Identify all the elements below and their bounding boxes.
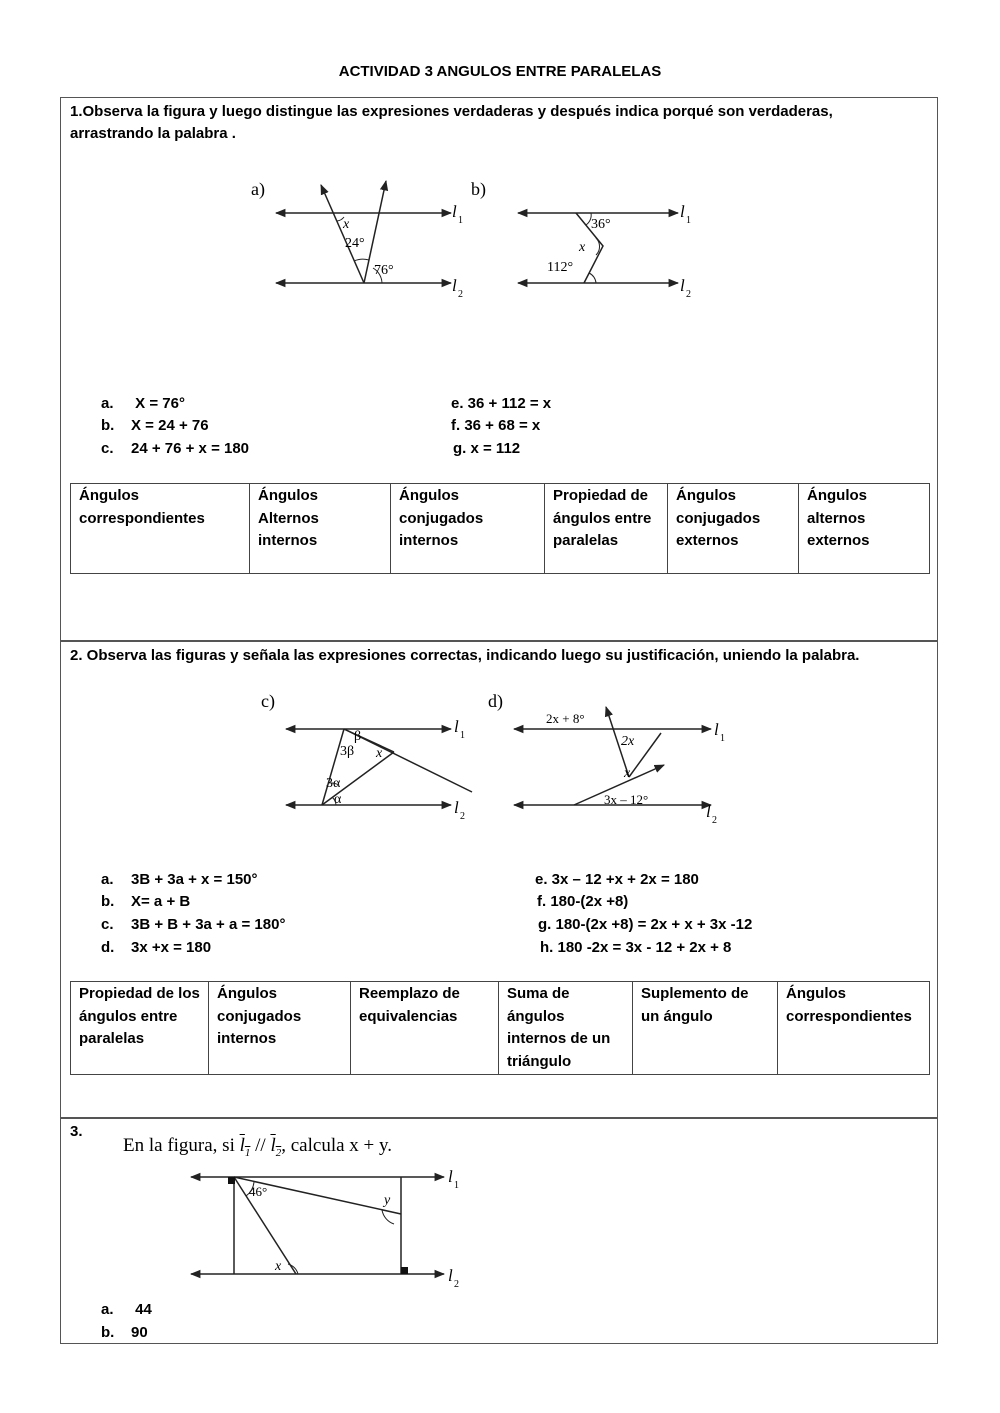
q1-option-g[interactable]: g. x = 112 [453,440,521,457]
angle-x-a: x [343,217,350,232]
figure-a-label: a) [251,179,265,199]
angle-beta-c: β [354,729,362,744]
q2-word-4[interactable]: Suma de ángulos internos de un triángulo [499,982,633,1075]
angle-y-3: y [384,1193,391,1208]
q1-word-4[interactable]: Propiedad de ángulos entre paralelas [545,484,668,574]
q2-option-h[interactable]: h. 180 -2x = 3x - 12 + 2x + 8 [540,939,732,956]
q2-option-e[interactable]: e. 3x – 12 +x + 2x = 180 [535,871,699,888]
label-l2-3: l [448,1266,453,1285]
question-3-number: 3. [70,1123,83,1140]
q2-word-2[interactable]: Ángulos conjugados internos [209,982,351,1075]
angle-2x8-d: 2x + 8° [546,711,585,726]
q2-word-3[interactable]: Reemplazo de equivalencias [351,982,499,1075]
angle-112-b: 112° [547,260,574,275]
q1-option-b[interactable]: b. X = 24 + 76 [101,417,209,434]
q2-word-5[interactable]: Suplemento de un ángulo [633,982,778,1075]
angle-x-d: x [624,766,631,781]
q2-option-g[interactable]: g. 180-(2x +8) = 2x + x + 3x -12 [538,916,753,933]
angle-x-b: x [579,240,586,255]
angle-3x12-d: 3x – 12° [604,792,649,807]
q1-option-f[interactable]: f. 36 + 68 = x [451,417,541,434]
label-l1-3: l [448,1167,453,1186]
q1-option-a[interactable]: a. X = 76° [101,395,185,412]
q1-word-6[interactable]: Ángulos alternos externos [799,484,930,574]
figure-c-label: c) [261,691,275,711]
label-l1-a: l [452,202,457,221]
q1-option-e[interactable]: e. 36 + 112 = x [451,395,552,412]
angle-46-3: 46° [249,1184,268,1199]
label-l1-d: l [714,720,719,739]
q1-word-3[interactable]: Ángulos conjugados internos [391,484,545,574]
q2-word-6[interactable]: Ángulos correspondientes [778,982,930,1075]
segment-x [344,729,472,792]
svg-text:1: 1 [686,215,691,226]
angle-2x-d: 2x [621,734,635,749]
label-l2-a: l [452,276,457,295]
figure-3 [186,1164,486,1294]
angle-3beta-c: 3β [340,744,355,759]
q3-option-a[interactable]: a. 44 [101,1301,152,1318]
q1-word-2[interactable]: Ángulos Alternos internos [250,484,391,574]
q2-word-bank [70,981,930,1075]
label-l2-c: l [454,798,459,817]
angle-alpha-c: α [334,792,342,807]
q2-word-1[interactable]: Propiedad de los ángulos entre paralelas [71,982,209,1075]
angle-24-a: 24° [345,236,365,251]
transversal-left-a [321,185,364,283]
question-1-prompt: 1.Observa la figura y luego distingue las expresiones verdaderas y después indica porqué son verdaderas, arrastrando la palabra . [70,103,833,142]
question-2-prompt: 2. Observa las figuras y señala las expresiones correctas, indicando luego su justificación, uniendo la palabra. [70,647,860,664]
svg-text:1: 1 [458,215,463,226]
q2-option-a[interactable]: a. 3B + 3a + x = 150° [101,871,258,888]
page-title: ACTIVIDAD 3 ANGULOS ENTRE PARALELAS [338,63,662,80]
label-l1-b: l [680,202,685,221]
question-3 [60,1118,938,1344]
label-l2-b: l [680,276,685,295]
svg-text:2: 2 [712,815,717,826]
q1-word-5[interactable]: Ángulos conjugados externos [668,484,799,574]
figures-a-b [246,173,706,313]
figures-c-d [256,677,726,827]
svg-text:1: 1 [720,733,725,744]
q2-option-d[interactable]: d. 3x +x = 180 [101,939,212,956]
svg-text:2: 2 [460,811,465,822]
svg-text:2: 2 [454,1279,459,1290]
q2-option-b[interactable]: b. X= a + B [101,893,191,910]
angle-36-b: 36° [591,217,611,232]
angle-3alpha-c: 3α [326,776,341,791]
angle-x-c: x [376,746,383,761]
q3-option-b[interactable]: b. 90 [101,1324,148,1341]
q1-word-1[interactable]: Ángulos correspondientes [71,484,250,574]
label-l1-c: l [454,717,459,736]
svg-text:1: 1 [454,1180,459,1191]
svg-text:1: 1 [460,730,465,741]
figure-b-label: b) [471,179,486,199]
question-1 [60,97,938,641]
angle-76-a: 76° [374,263,394,278]
q1-option-c[interactable]: c. 24 + 76 + x = 180 [101,440,250,457]
svg-text:2: 2 [458,289,463,300]
svg-text:2: 2 [686,289,691,300]
question-2 [60,641,938,1118]
question-3-statement: En la figura, si $l_1 // l_2$, calcula x + y. [123,1135,393,1159]
angle-x-3: x [275,1259,282,1274]
label-l2-d: l [706,802,711,821]
q2-option-c[interactable]: c. 3B + B + 3a + a = 180° [101,916,286,933]
q1-word-bank [70,483,930,574]
figure-d-label: d) [488,691,503,711]
q2-option-f[interactable]: f. 180-(2x +8) [537,893,629,910]
